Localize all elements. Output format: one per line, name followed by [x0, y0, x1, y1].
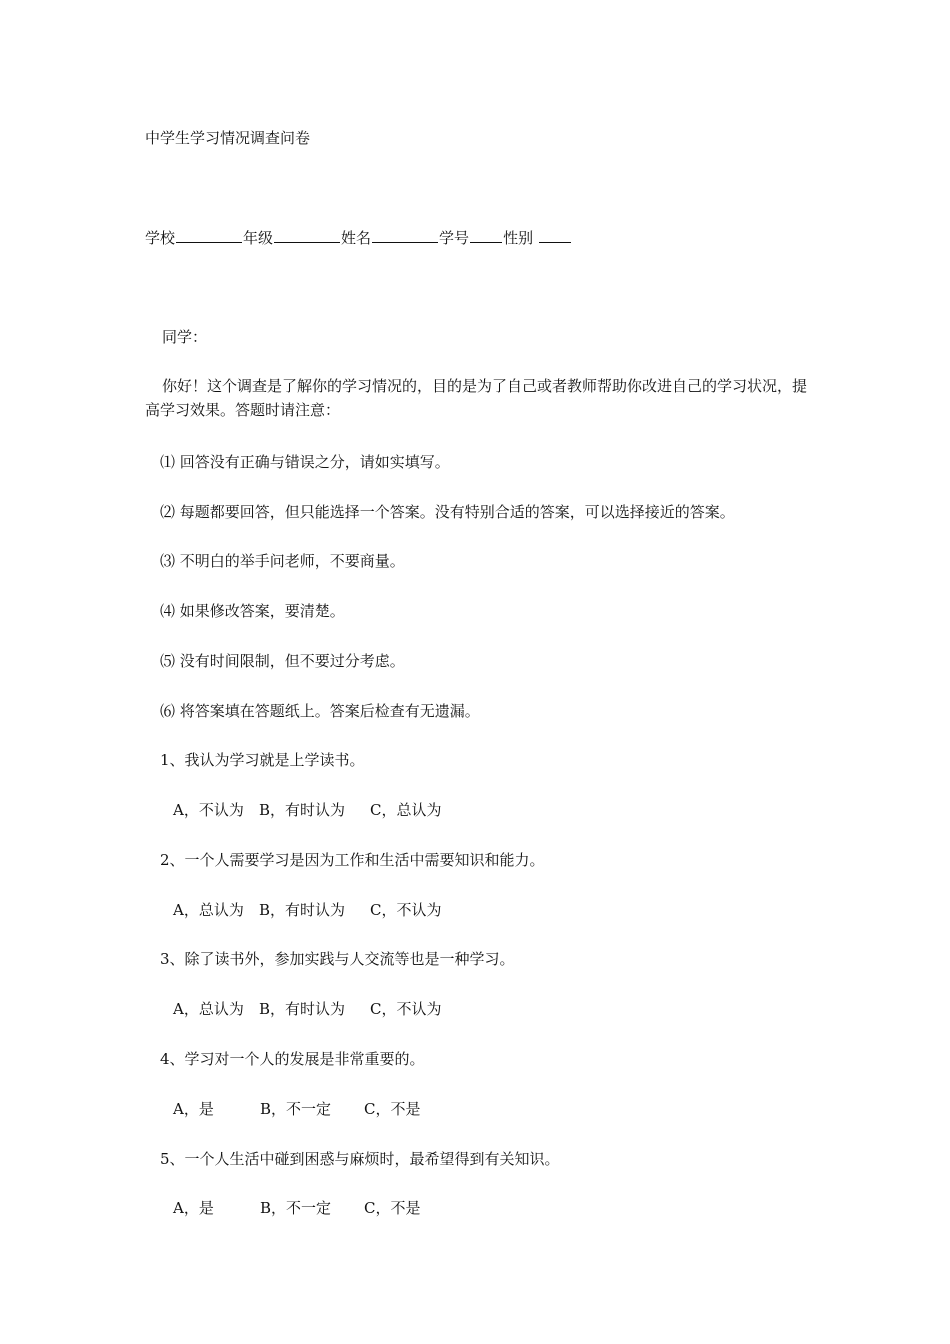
- student-id-blank: [470, 227, 502, 243]
- school-blank: [176, 227, 242, 243]
- note-item: ⑵ 每题都要回答，但只能选择一个答案。没有特别合适的答案，可以选择接近的答案。: [160, 503, 735, 521]
- name-label: 姓名: [341, 229, 372, 247]
- student-id-label: 学号: [439, 229, 470, 247]
- option-c: C，总认为: [370, 801, 442, 819]
- option-b: B，有时认为: [259, 1000, 346, 1018]
- gender-blank: [539, 227, 571, 243]
- option-a: A，总认为: [173, 901, 244, 919]
- document-title: 中学生学习情况调查问卷: [145, 129, 311, 147]
- option-b: B，有时认为: [259, 801, 346, 819]
- option-a: A，不认为: [173, 801, 244, 819]
- question-2: 2、一个人需要学习是因为工作和生活中需要知识和能力。: [160, 851, 545, 869]
- option-a: A，是: [173, 1199, 214, 1217]
- option-c: C，不是: [364, 1199, 421, 1217]
- gender-label: 性别: [503, 229, 534, 247]
- student-info-line: [145, 226, 572, 250]
- option-b: B，不一定: [260, 1199, 332, 1217]
- note-item: ⑸ 没有时间限制，但不要过分考虑。: [160, 652, 405, 670]
- grade-blank: [274, 227, 340, 243]
- school-label: 学校: [145, 229, 176, 247]
- note-item: ⑶ 不明白的举手问老师，不要商量。: [160, 552, 405, 570]
- option-c: C，不认为: [370, 1000, 442, 1018]
- option-a: A，总认为: [173, 1000, 244, 1018]
- question-5: 5、一个人生活中碰到困惑与麻烦时，最希望得到有关知识。: [160, 1150, 560, 1168]
- note-item: ⑷ 如果修改答案，要清楚。: [160, 602, 345, 620]
- note-item: ⑹ 将答案填在答题纸上。答案后检查有无遗漏。: [160, 702, 480, 720]
- option-a: A，是: [173, 1100, 214, 1118]
- option-c: C，不认为: [370, 901, 442, 919]
- question-5-options: [173, 1196, 420, 1220]
- note-item: ⑴ 回答没有正确与错误之分，请如实填写。: [160, 453, 450, 471]
- question-1-options: [173, 798, 441, 822]
- question-3: 3、除了读书外，参加实践与人交流等也是一种学习。: [160, 950, 515, 968]
- question-1: 1、我认为学习就是上学读书。: [160, 751, 365, 769]
- grade-label: 年级: [243, 229, 274, 247]
- option-c: C，不是: [364, 1100, 421, 1118]
- name-blank: [372, 227, 438, 243]
- question-2-options: [173, 898, 441, 922]
- intro-paragraph: 你好！这个调查是了解你的学习情况的，目的是为了自己或者教师帮助你改进自己的学习状况，提高学习效果。答题时请注意：: [145, 377, 808, 419]
- greeting: 同学：: [162, 328, 208, 346]
- option-b: B，不一定: [260, 1100, 332, 1118]
- option-b: B，有时认为: [259, 901, 346, 919]
- question-4-options: [173, 1097, 420, 1121]
- question-4: 4、学习对一个人的发展是非常重要的。: [160, 1050, 425, 1068]
- question-3-options: [173, 997, 441, 1021]
